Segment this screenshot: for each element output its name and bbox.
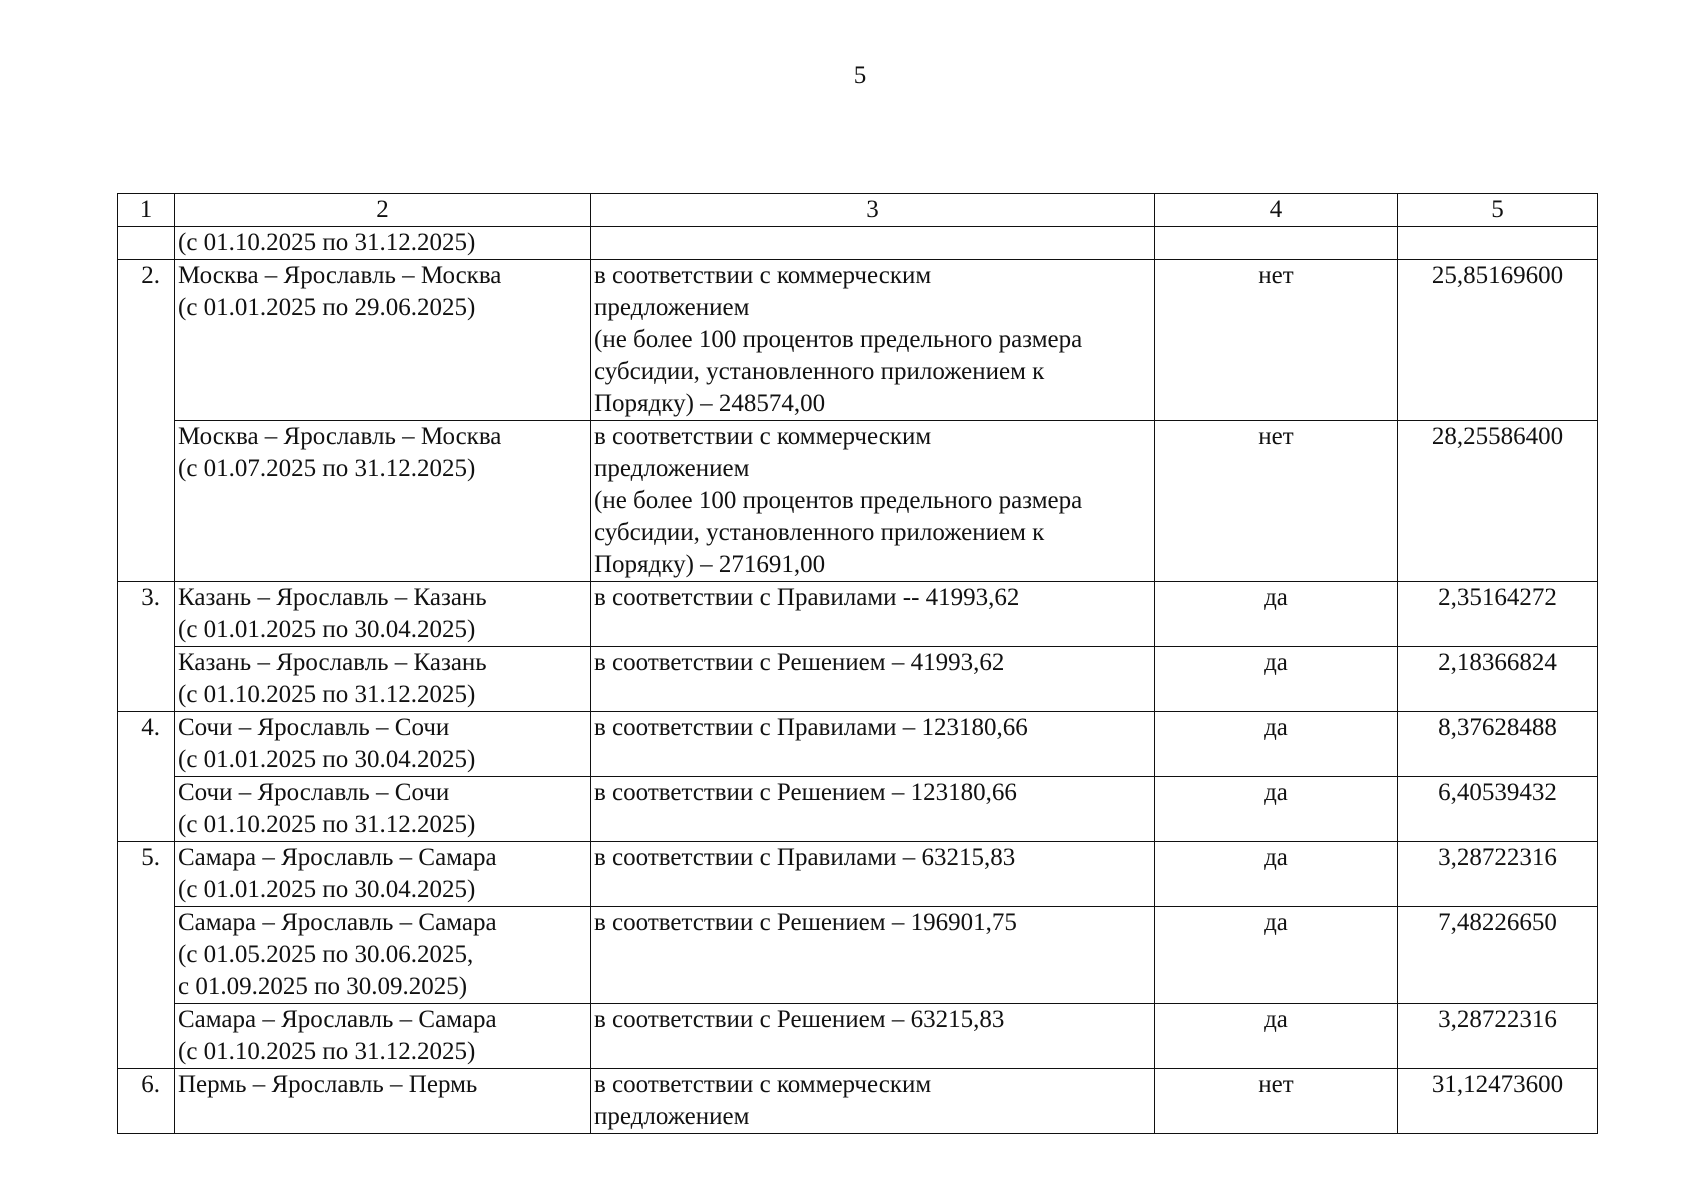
row-number (118, 227, 175, 260)
row-number: 6. (118, 1069, 175, 1134)
header-cell: 4 (1155, 194, 1398, 227)
row-number: 5. (118, 842, 175, 1069)
table-row (118, 777, 1598, 842)
basis-cell: в соответствии с коммерческим предложением (не более 100 процентов предельного размера субсидии, установленного приложением к Порядку) – 271691,00 (591, 421, 1155, 582)
row-number: 4. (118, 712, 175, 842)
basis-cell: в соответствии с Правилами -- 41993,62 (591, 582, 1155, 647)
value-cell: 31,12473600 (1398, 1069, 1598, 1134)
basis-cell (591, 227, 1155, 260)
subsidy-table (117, 193, 1598, 1134)
route-cell: Самара – Ярославль – Самара (с 01.05.2025 по 30.06.2025, с 01.09.2025 по 30.09.2025) (175, 907, 591, 1004)
value-cell: 28,25586400 (1398, 421, 1598, 582)
table-row (118, 227, 1598, 260)
flag-cell: да (1155, 777, 1398, 842)
flag-cell: да (1155, 582, 1398, 647)
flag-cell: нет (1155, 1069, 1398, 1134)
table-row (118, 842, 1598, 907)
value-cell: 3,28722316 (1398, 1004, 1598, 1069)
basis-cell: в соответствии с Решением – 123180,66 (591, 777, 1155, 842)
header-cell: 2 (175, 194, 591, 227)
basis-cell: в соответствии с коммерческим предложением (591, 1069, 1155, 1134)
table-row (118, 260, 1598, 421)
table-row (118, 1069, 1598, 1134)
value-cell (1398, 227, 1598, 260)
table-header-row (118, 194, 1598, 227)
route-cell: Казань – Ярославль – Казань (с 01.10.2025 по 31.12.2025) (175, 647, 591, 712)
value-cell: 3,28722316 (1398, 842, 1598, 907)
table-row (118, 582, 1598, 647)
basis-cell: в соответствии с Правилами – 123180,66 (591, 712, 1155, 777)
flag-cell: да (1155, 907, 1398, 1004)
value-cell: 6,40539432 (1398, 777, 1598, 842)
route-cell: Сочи – Ярославль – Сочи (с 01.01.2025 по 30.04.2025) (175, 712, 591, 777)
basis-cell: в соответствии с коммерческим предложением (не более 100 процентов предельного размера субсидии, установленного приложением к Порядку) – 248574,00 (591, 260, 1155, 421)
route-cell: (с 01.10.2025 по 31.12.2025) (175, 227, 591, 260)
flag-cell: да (1155, 842, 1398, 907)
table-row (118, 647, 1598, 712)
basis-cell: в соответствии с Решением – 41993,62 (591, 647, 1155, 712)
value-cell: 2,18366824 (1398, 647, 1598, 712)
route-cell: Казань – Ярославль – Казань (с 01.01.2025 по 30.04.2025) (175, 582, 591, 647)
header-cell: 5 (1398, 194, 1598, 227)
table-row (118, 421, 1598, 582)
route-cell: Москва – Ярославль – Москва (с 01.01.2025 по 29.06.2025) (175, 260, 591, 421)
flag-cell: да (1155, 1004, 1398, 1069)
row-number: 2. (118, 260, 175, 582)
flag-cell: да (1155, 712, 1398, 777)
value-cell: 2,35164272 (1398, 582, 1598, 647)
page-number: 5 (853, 62, 867, 89)
flag-cell (1155, 227, 1398, 260)
basis-cell: в соответствии с Решением – 196901,75 (591, 907, 1155, 1004)
route-cell: Сочи – Ярославль – Сочи (с 01.10.2025 по 31.12.2025) (175, 777, 591, 842)
route-cell: Самара – Ярославль – Самара (с 01.01.2025 по 30.04.2025) (175, 842, 591, 907)
row-number: 3. (118, 582, 175, 712)
basis-cell: в соответствии с Решением – 63215,83 (591, 1004, 1155, 1069)
value-cell: 8,37628488 (1398, 712, 1598, 777)
value-cell: 25,85169600 (1398, 260, 1598, 421)
route-cell: Самара – Ярославль – Самара (с 01.10.2025 по 31.12.2025) (175, 1004, 591, 1069)
flag-cell: нет (1155, 260, 1398, 421)
table-row (118, 712, 1598, 777)
route-cell: Москва – Ярославль – Москва (с 01.07.2025 по 31.12.2025) (175, 421, 591, 582)
flag-cell: да (1155, 647, 1398, 712)
route-cell: Пермь – Ярославль – Пермь (175, 1069, 591, 1134)
value-cell: 7,48226650 (1398, 907, 1598, 1004)
header-cell: 1 (118, 194, 175, 227)
basis-cell: в соответствии с Правилами – 63215,83 (591, 842, 1155, 907)
table-row (118, 1004, 1598, 1069)
flag-cell: нет (1155, 421, 1398, 582)
table-row (118, 907, 1598, 1004)
header-cell: 3 (591, 194, 1155, 227)
